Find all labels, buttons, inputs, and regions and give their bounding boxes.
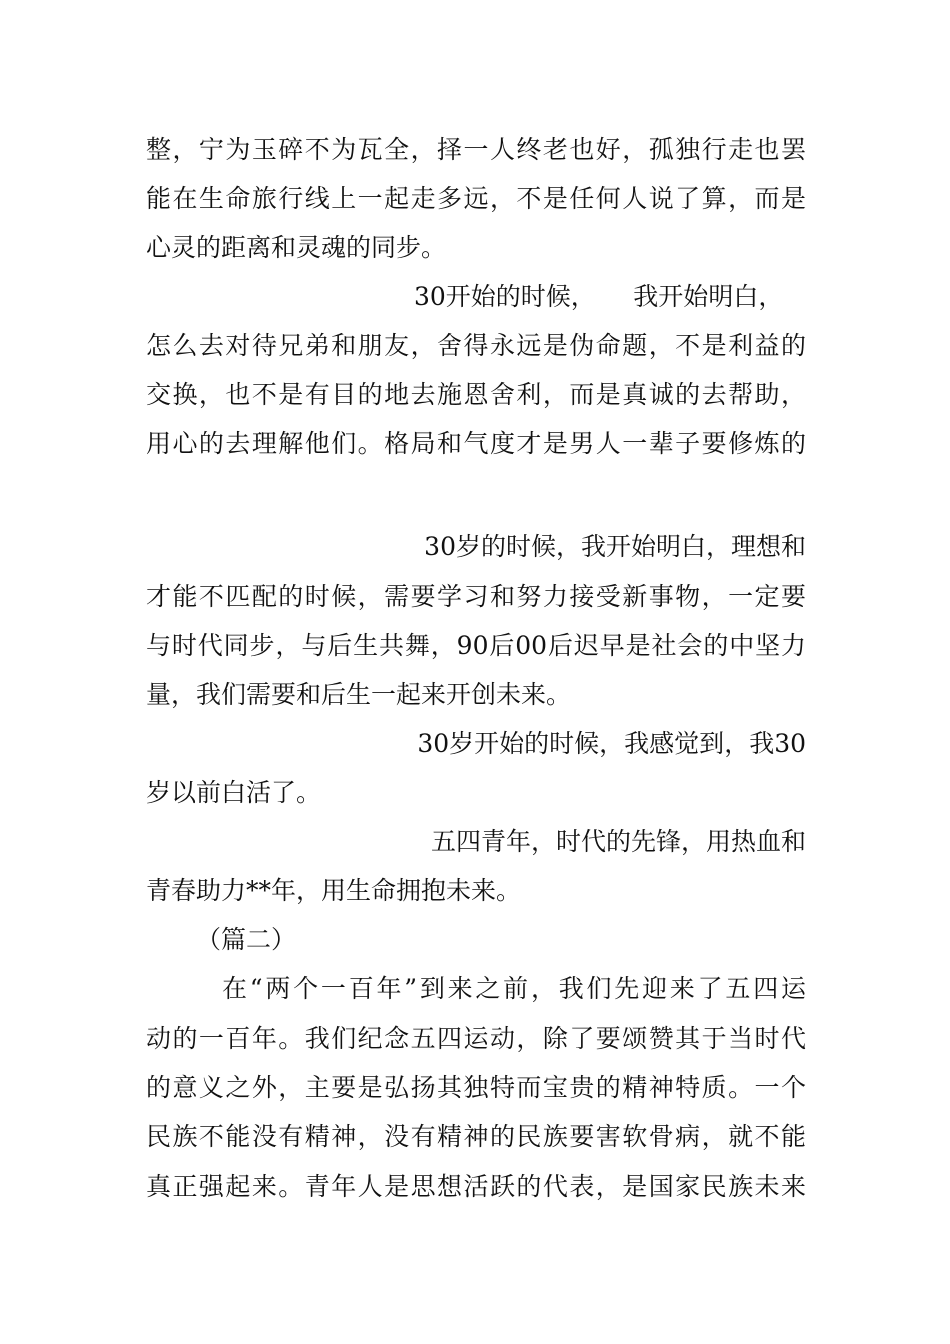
text-line: 30岁的时候，我开始明白，理想和	[424, 532, 806, 561]
text-line: 青春助力**年，用生命拥抱未来。	[146, 876, 522, 905]
text-line: 30岁开始的时候，我感觉到，我30	[417, 729, 806, 758]
text-line: 用心的去理解他们。格局和气度才是男人一辈子要修炼的	[146, 429, 806, 458]
text-line: 能在生命旅行线上一起走多远，不是任何人说了算，而是	[146, 184, 806, 213]
text-line: 30开始的时候， 我开始明白，	[414, 282, 784, 311]
text-line: 真正强起来。青年人是思想活跃的代表，是国家民族未来	[146, 1172, 806, 1201]
section-heading: （篇二）	[196, 925, 297, 954]
text-line: 心灵的距离和灵魂的同步。	[146, 233, 447, 262]
text-line: 整，宁为玉碎不为瓦全，择一人终老也好，孤独行走也罢	[146, 135, 806, 164]
text-line: 岁以前白活了。	[146, 778, 322, 807]
text-line: 在“两个一百年”到来之前，我们先迎来了五四运	[222, 974, 806, 1003]
text-line: 才能不匹配的时候，需要学习和努力接受新事物，一定要	[146, 582, 806, 611]
text-line: 量，我们需要和后生一起来开创未来。	[146, 680, 572, 709]
text-line: 交换，也不是有目的地去施恩舍利，而是真诚的去帮助，	[146, 380, 806, 409]
text-line: 的意义之外，主要是弘扬其独特而宝贵的精神特质。一个	[146, 1073, 806, 1102]
text-line: 怎么去对待兄弟和朋友，舍得永远是伪命题，不是利益的	[146, 331, 806, 360]
text-line: 五四青年，时代的先锋，用热血和	[430, 827, 806, 856]
text-line: 动的一百年。我们纪念五四运动，除了要颂赞其于当时代	[146, 1024, 806, 1053]
text-line: 与时代同步，与后生共舞，90后00后迟早是社会的中坚力	[146, 631, 806, 660]
text-line: 民族不能没有精神，没有精神的民族要害软骨病，就不能	[146, 1122, 806, 1151]
